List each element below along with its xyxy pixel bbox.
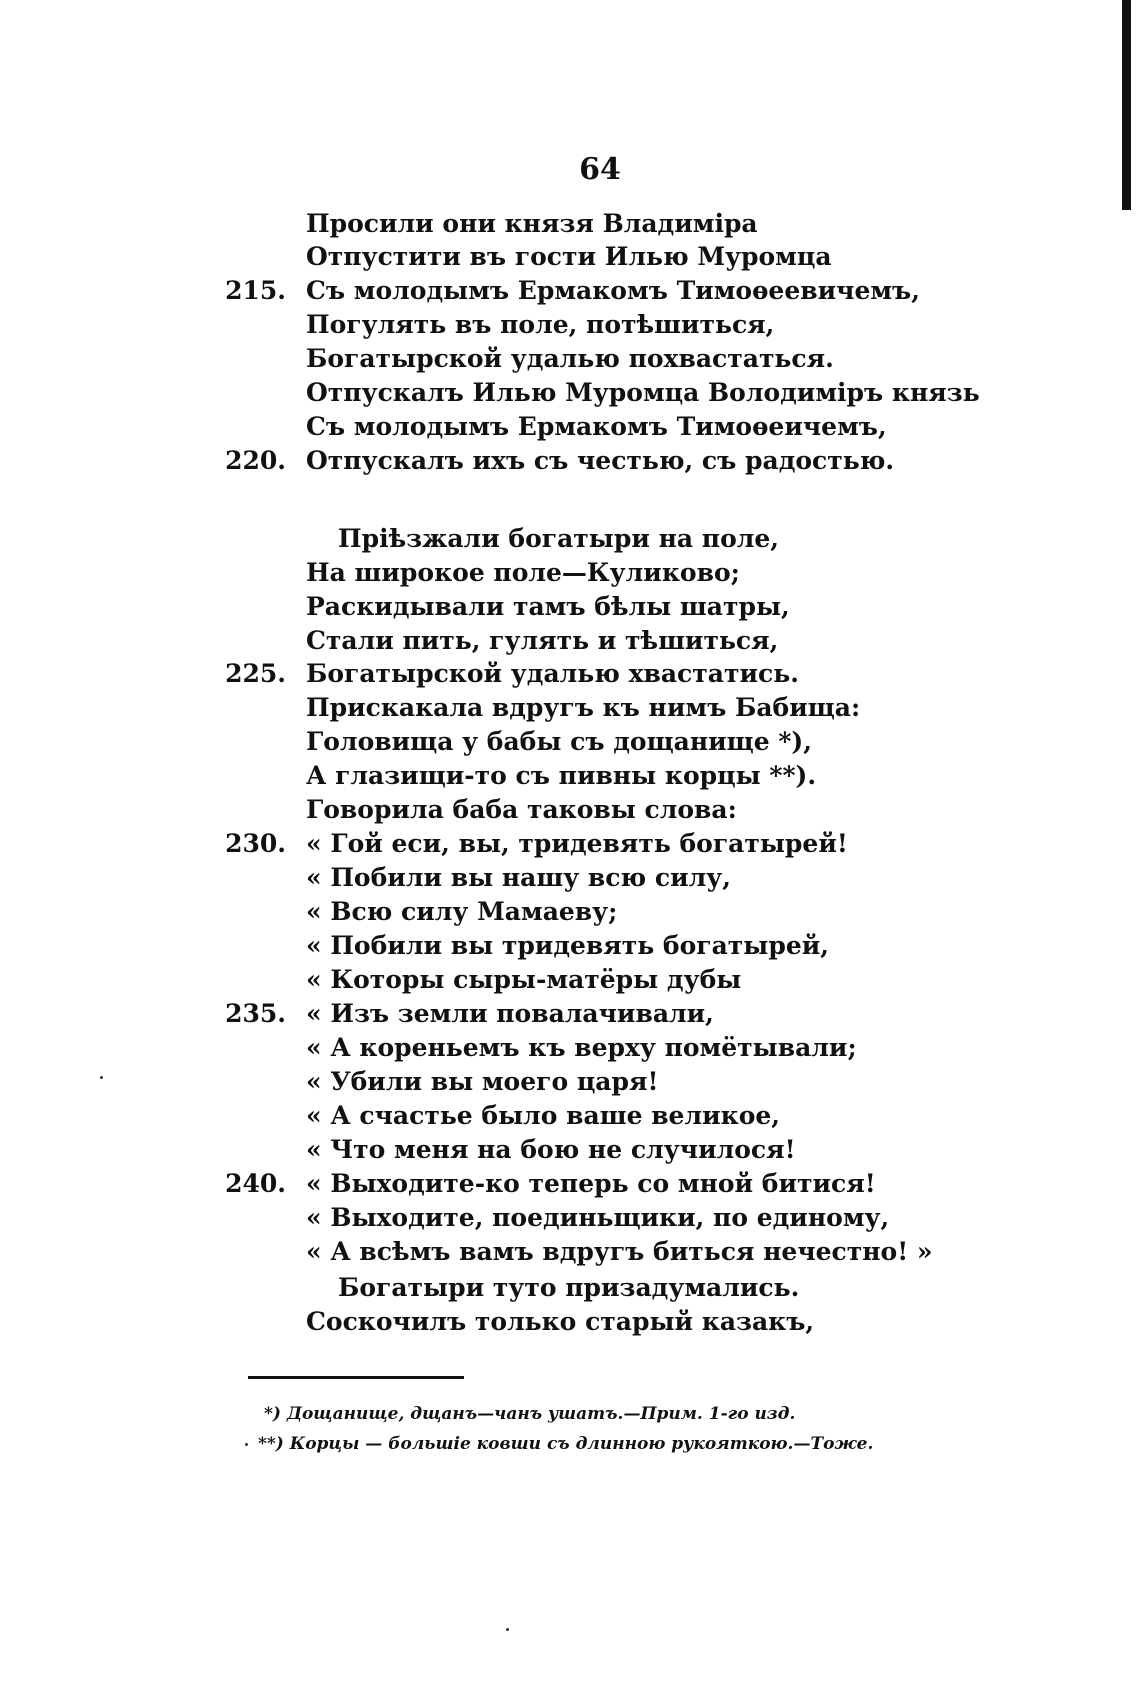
verse-line [0,657,1140,691]
verse-line [0,207,1140,241]
verse-line [0,240,1140,274]
line-text: На широкое поле—Куликово; [306,558,740,587]
line-text: Богатыри туто призадумались. [338,1273,800,1302]
verse-line [0,1099,1140,1133]
verse-line [0,997,1140,1031]
verse-line [0,522,1140,556]
verse-line [0,444,1140,478]
footnote-separator [248,1376,464,1379]
line-text: « Всю силу Мамаеву; [306,897,618,926]
line-text: « Гой еси, вы, тридевять богатырей! [306,829,848,858]
line-number: 225. [225,659,286,688]
line-number: 220. [225,446,286,475]
line-text: Просили они князя Владиміра [306,209,758,238]
verse-line [0,556,1140,590]
verse-line [0,274,1140,308]
verse-line [0,827,1140,861]
line-text: Погулять въ поле, потѣшиться, [306,310,775,339]
line-number: 215. [225,276,286,305]
verse-line [0,342,1140,376]
verse-line [0,1305,1140,1339]
line-text: « А кореньемъ къ верху помётывали; [306,1033,857,1062]
verse-line [0,1031,1140,1065]
verse-line [0,929,1140,963]
verse-line [0,376,1140,410]
line-text: Прискакала вдругъ къ нимъ Бабища: [306,693,861,722]
line-text: Соскочилъ только старый казакъ, [306,1307,815,1336]
verse-line [0,963,1140,997]
line-text: « А всѣмъ вамъ вдругъ биться нечестно! » [306,1237,933,1266]
scan-speck [506,1628,509,1631]
line-text: Говорила баба таковы слова: [306,795,737,824]
line-text: Пріѣзжали богатыри на поле, [338,524,779,553]
verse-line [0,1167,1140,1201]
scan-speck [100,1076,103,1079]
verse-line [0,590,1140,624]
line-text: « Выходите, поединьщики, по единому, [306,1203,890,1232]
verse-line [0,308,1140,342]
line-text: « Что меня на бою не случилося! [306,1135,796,1164]
line-text: Съ молодымъ Ермакомъ Тимоѳеичемъ, [306,412,887,441]
verse-line [0,759,1140,793]
verse-line [0,861,1140,895]
verse-line [0,1271,1140,1305]
verse-line [0,1133,1140,1167]
line-text: Богатырской удалью похвастаться. [306,344,834,373]
line-text: Съ молодымъ Ермакомъ Тимоѳеевичемъ, [306,276,920,305]
verse-line [0,725,1140,759]
line-text: А глазищи-то съ пивны корцы **). [306,761,817,790]
line-text: « Убили вы моего царя! [306,1067,659,1096]
line-text: Стали пить, гулять и тѣшиться, [306,626,779,655]
verse-line [0,793,1140,827]
line-text: « А счастье было ваше великое, [306,1101,780,1130]
line-number: 235. [225,999,286,1028]
line-text: « Побили вы тридевять богатырей, [306,931,829,960]
line-text: Головища у бабы съ дощанище *), [306,727,812,756]
footnote-2: **) Корцы — большіе ковши съ длинною рукояткою.—Тоже. [258,1434,874,1454]
line-text: « Побили вы нашу всю силу, [306,863,731,892]
footnote-1: *) Дощанище, дщанъ—чанъ ушатъ.—Прим. 1-го изд. [264,1404,796,1424]
line-text: « Изъ земли повалачивали, [306,999,714,1028]
verse-line [0,691,1140,725]
scan-speck [245,1443,248,1446]
line-text: Отпустити въ гости Илью Муромца [306,242,832,271]
verse-line [0,1065,1140,1099]
line-number: 230. [225,829,286,858]
verse-line [0,410,1140,444]
line-text: Богатырской удалью хвастатись. [306,659,799,688]
line-text: Отпускалъ ихъ съ честью, съ радостью. [306,446,895,475]
verse-line [0,1235,1140,1269]
verse-line [0,895,1140,929]
verse-line [0,624,1140,658]
line-number: 240. [225,1169,286,1198]
line-text: Отпускалъ Илью Муромца Володиміръ князь [306,378,980,407]
page-number: 64 [579,152,621,187]
verse-line [0,1201,1140,1235]
line-text: Раскидывали тамъ бѣлы шатры, [306,592,790,621]
line-text: « Выходите-ко теперь со мной битися! [306,1169,876,1198]
line-text: « Которы сыры-матёры дубы [306,965,742,994]
